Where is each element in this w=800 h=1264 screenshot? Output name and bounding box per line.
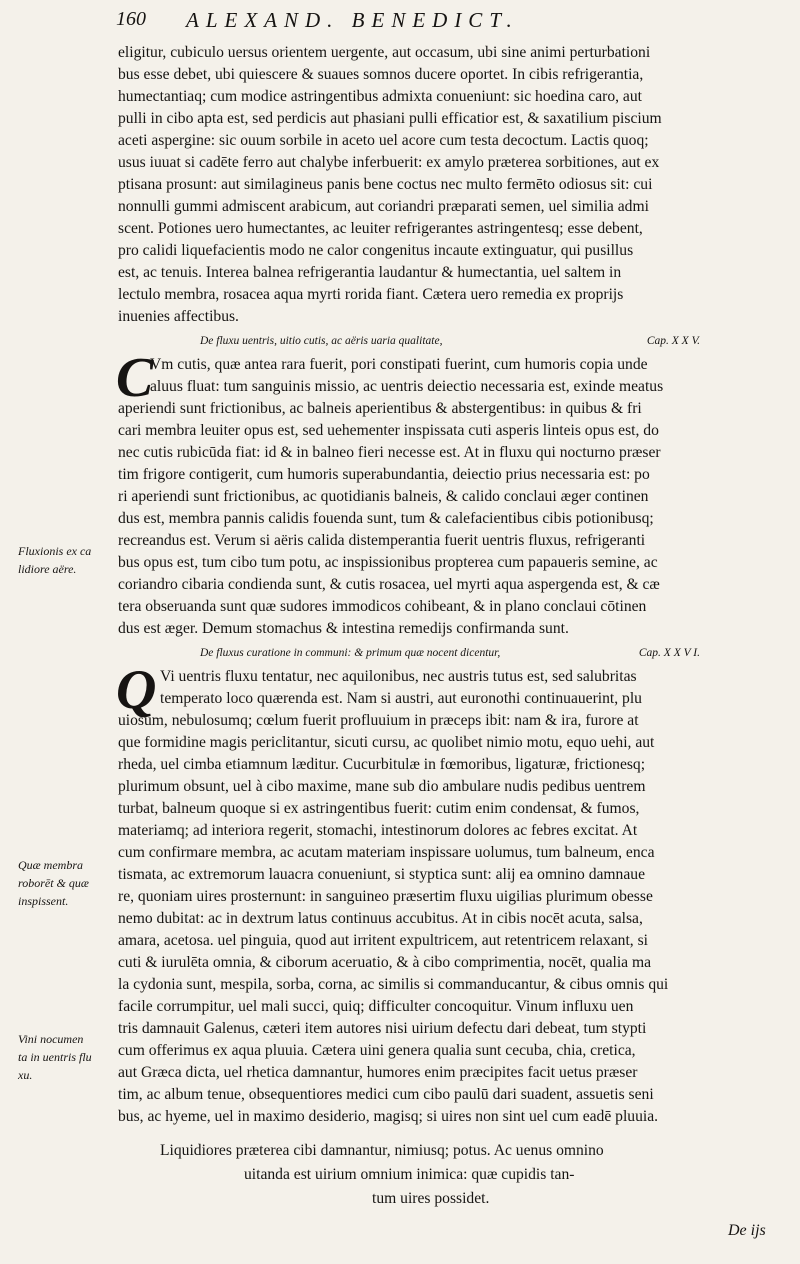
closing-line: uitanda est uirium omnium inimica: quæ cupidis tan- <box>244 1166 575 1183</box>
chapter-number: Cap. X X V I. <box>638 647 700 659</box>
text-line: que formidine magis periclitantur, sicuti cursu, ac quolibet nimio motu, equo uehi, aut <box>118 734 655 751</box>
text-line: bus opus est, tum cibo tum potu, ac inspissionibus propterea cum papaueris semine, ac <box>118 554 658 571</box>
text-line: turbat, balneum quoque si ex astringentibus fuerit: cutim enim condensat, & fumos, <box>118 800 640 817</box>
margin-note-line: inspissent. <box>18 894 69 908</box>
chapter-title: De fluxus curatione in communi: & primum quæ nocent dicentur, <box>200 647 501 659</box>
text-line: recreandus est. Verum si aëris calida distemperantia fuerit uentris fluxus, refrigeranti <box>118 532 646 549</box>
drop-cap: C <box>116 347 154 409</box>
text-line: nemo dubitat: ac in dextrum latus continuus accubitus. At in cibis nocēt acuta, salsa, <box>118 910 643 927</box>
margin-note-line: lidiore aëre. <box>18 562 77 576</box>
text-line: aut Græca dicta, uel rhetica damnantur, humores enim præcipites facit uetus præser <box>118 1064 638 1081</box>
text-line: amara, acetosa. uel pinguia, quod aut irritent expultricem, aut retentricem relaxant, si <box>118 932 648 949</box>
text-line: Vm cutis, quæ antea rara fuerit, pori constipati fuerint, cum humoris copia unde <box>150 356 648 373</box>
margin-note <box>18 856 116 910</box>
margin-note-line: Fluxionis ex ca <box>18 544 92 558</box>
text-line: usus iuuat si cadēte ferro aut chalybe inferbuerit: ex amylo præterea sorbitiones, aut ex <box>118 154 660 171</box>
text-line: cum confirmare membra, ac acutam materiam inspissare uolumus, tum balneum, enca <box>118 844 655 861</box>
text-line: lectulo membra, rosacea aqua myrti rorida fiant. Cætera uero remedia ex proprijs <box>118 286 624 303</box>
running-title: ALEXAND. BENEDICT. <box>186 8 519 32</box>
text-line: tris damnauit Galenus, cæteri item autores nisi uirium defectu dari debeat, tum stypti <box>118 1020 647 1037</box>
text-line: nonnulli gummi admiscent arabicum, aut coriandri præparati semen, uel similia admi <box>118 198 649 215</box>
running-head <box>116 8 786 36</box>
text-line: scent. Potiones uero humectantes, ac leuiter refrigerantes astringentesq; esse debent, <box>118 220 643 237</box>
catchword: De ijs <box>728 1222 766 1239</box>
text-line: rheda, uel cimba etiamnum læditur. Cucurbitulæ in fœmoribus, ligaturæ, frictionesq; <box>118 756 646 773</box>
text-line: pro calidi liquefacientis modo ne calor congenitus incaute extinguatur, qui pusillus <box>118 242 634 259</box>
text-line: bus esse debet, ubi quiescere & suaues somnos ducere oportet. In cibis refrigerantia, <box>118 66 644 83</box>
text-line: tera obseruanda sunt quæ sudores immodicos cohibeant, & in plano conclaui cōtinen <box>118 598 647 615</box>
text-line: uiosum, nebulosumq; cœlum fuerit profluuium in præceps ibit: nam & ira, furore at <box>118 712 639 729</box>
text-line: aceti aspergine: sic ouum sorbile in aceto uel acore cum testa decoctum. Lactis quoq; <box>118 132 649 149</box>
text-line: la cydonia sunt, mespila, sorba, corna, ac similis si commanducantur, & cibus omnis qui <box>118 976 669 993</box>
margin-note-line: ta in uentris flu <box>18 1050 92 1064</box>
margin-note <box>18 542 116 578</box>
text-line: coriandro cibaria condienda sunt, & cutis rosacea, uel myrti aqua aspergenda est, & cæ <box>118 576 660 593</box>
text-line: cuti & iurulēta omnia, & ciborum aceruatio, & à cibo comprimentia, nocēt, qualia ma <box>118 954 652 971</box>
chapter-heading <box>200 332 700 350</box>
text-line: plurimum obsunt, uel à cibo maxime, mane sub dio ambulare nudis pedibus uentrem <box>118 778 646 795</box>
chapter-heading <box>200 644 700 662</box>
text-line: tim, ac album tenue, obsequentiores medici cum cibo paulū dari suadent, assuetis seni <box>118 1086 654 1103</box>
text-line: tismata, ac extremorum lauacra conueniunt, si styptica sunt: alij ea omnino damnaue <box>118 866 645 883</box>
text-line: ptisana prosunt: aut similagineus panis bene coctus nec multo fermēto odiosus sit: cui <box>118 176 653 193</box>
text-line: facile corrumpitur, uel mali succi, quiq; difficulter concoquitur. Vinum influxu uen <box>118 998 634 1015</box>
text-line: humectantiaq; cum modice astringentibus admixta conueniunt: sic hoedina caro, aut <box>118 88 642 105</box>
text-line: nec cutis rubicūda fiat: id & in balneo fieri necesse est. At in fluxu qui nocturno præser <box>118 444 661 461</box>
text-line: re, quoniam uires prosternunt: in sanguineo præsertim fluxu uigilias plurimum obesse <box>118 888 653 905</box>
margin-note-line: Vini nocumen <box>18 1032 84 1046</box>
text-line: aperiendi sunt frictionibus, ac balneis aperientibus & abstergentibus: in quibus & fri <box>118 400 642 417</box>
text-line: inuenies affectibus. <box>118 308 239 325</box>
text-line: materiamq; ad interiora regerit, stomachi, intestinorum dolores ac febres excitat. At <box>118 822 638 839</box>
text-line: aluus fluat: tum sanguinis missio, ac uentris deiectio necessaria est, exinde meatus <box>150 378 664 395</box>
margin-note <box>18 1030 116 1084</box>
text-line: eligitur, cubiculo uersus orientem uergente, aut occasum, ubi sine animi perturbationi <box>118 44 651 61</box>
text-line: est, ac tenuis. Interea balnea refrigerantia laudantur & humectantia, uel saltem in <box>118 264 622 281</box>
text-line: dus est, membra pannis calidis fouenda sunt, tum & calefacientibus cibis potionibusq; <box>118 510 654 527</box>
text-line: pulli in cibo apta est, sed perdicis aut phasiani pulli efficatior est, & saxatilium piscium <box>118 110 662 127</box>
text-line: tim frigore contigerit, cum humoris superabundantia, deiectio prius necessaria est: po <box>118 466 650 483</box>
text-line: dus est æger. Demum stomachus & intestina remedijs confirmanda sunt. <box>118 620 569 637</box>
text-line: Vi uentris fluxu tentatur, nec aquilonibus, nec austris tutus est, sed salubritas <box>160 668 637 685</box>
margin-note-line: Quæ membra <box>18 858 83 872</box>
margin-note-line: xu. <box>18 1068 33 1082</box>
text-line: bus, ac hyeme, uel in maximo desiderio, magisq; si uires non sint uel cum eadē pluuia. <box>118 1108 659 1125</box>
closing-line: Liquidiores præterea cibi damnantur, nimiusq; potus. Ac uenus omnino <box>160 1142 604 1159</box>
margin-note-line: roborēt & quæ <box>18 876 89 890</box>
closing-line: tum uires possidet. <box>372 1190 490 1207</box>
text-line: temperato loco quærenda est. Nam si austri, aut euronothi continuauerint, plu <box>160 690 642 707</box>
chapter-title: De fluxu uentris, uitio cutis, ac aëris uaria qualitate, <box>200 335 443 347</box>
drop-cap: Q <box>116 659 157 721</box>
text-line: cum offerimus ex aqua pluuia. Cætera uini genera qualia sunt cecuba, chia, cretica, <box>118 1042 636 1059</box>
text-line: cari membra leuiter opus est, sed uehementer inspissata cuti asperis linteis opus est, do <box>118 422 659 439</box>
page-number: 160 <box>116 8 146 30</box>
text-line: ri aperiendi sunt frictionibus, ac quotidianis balneis, & calido conclaui æger continen <box>118 488 649 505</box>
chapter-number: Cap. X X V. <box>646 335 700 347</box>
